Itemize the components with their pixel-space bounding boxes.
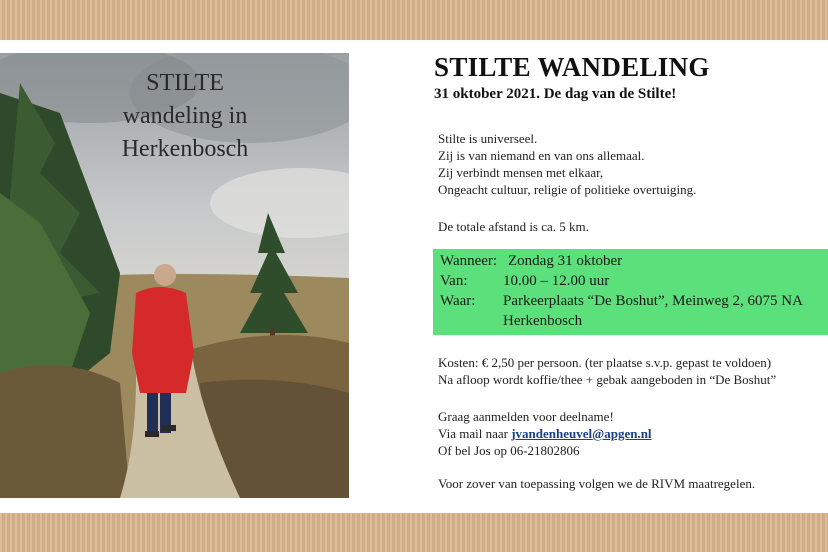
where-value: Parkeerplaats “De Boshut”, Meinweg 2, 6075 NA — [503, 293, 803, 309]
walk-photo — [0, 53, 349, 498]
page-subtitle: 31 oktober 2021. De dag van de Stilte! — [434, 86, 677, 102]
photo-caption-line: Herkenbosch — [121, 136, 249, 162]
signup-mail-line — [438, 425, 652, 442]
email-link[interactable]: jvandenheuvel@apgen.nl — [511, 426, 652, 441]
time-label: Van: — [440, 273, 468, 289]
costs-line: Kosten: € 2,50 per persoon. (ter plaatse s.v.p. gepast te voldoen) — [438, 355, 772, 370]
where-label: Waar: — [440, 293, 476, 309]
intro-line: Zij is van niemand en van ons allemaal. — [438, 148, 645, 163]
when-value: Zondag 31 oktober — [508, 253, 623, 269]
intro-line: Stilte is universeel. — [438, 131, 538, 146]
signup-text — [438, 408, 652, 459]
photo-caption-line: STILTE — [146, 70, 224, 96]
page-title: STILTE WANDELING — [434, 52, 710, 82]
signup-phone-line: Of bel Jos op 06-21802806 — [438, 443, 580, 458]
flyer-card — [0, 40, 828, 513]
event-details-box — [433, 249, 828, 335]
intro-text — [438, 130, 696, 198]
mail-prefix: Via mail naar — [438, 426, 512, 441]
intro-line: Zij verbindt mensen met elkaar, — [438, 165, 604, 180]
signup-line: Graag aanmelden voor deelname! — [438, 409, 614, 424]
when-label: Wanneer: — [440, 253, 498, 269]
where-value-line2: Herkenbosch — [503, 313, 583, 329]
rivm-note: Voor zover van toepassing volgen we de RIVM maatregelen. — [438, 476, 756, 491]
time-value: 10.00 – 12.00 uur — [503, 273, 610, 289]
photo-caption — [60, 67, 310, 166]
costs-text — [438, 354, 776, 388]
costs-line: Na afloop wordt koffie/thee + gebak aangeboden in “De Boshut” — [438, 372, 777, 387]
distance-text: De totale afstand is ca. 5 km. — [438, 219, 589, 234]
photo-caption-line: wandeling in — [122, 103, 248, 129]
intro-line: Ongeacht cultuur, religie of politieke overtuiging. — [438, 182, 697, 197]
